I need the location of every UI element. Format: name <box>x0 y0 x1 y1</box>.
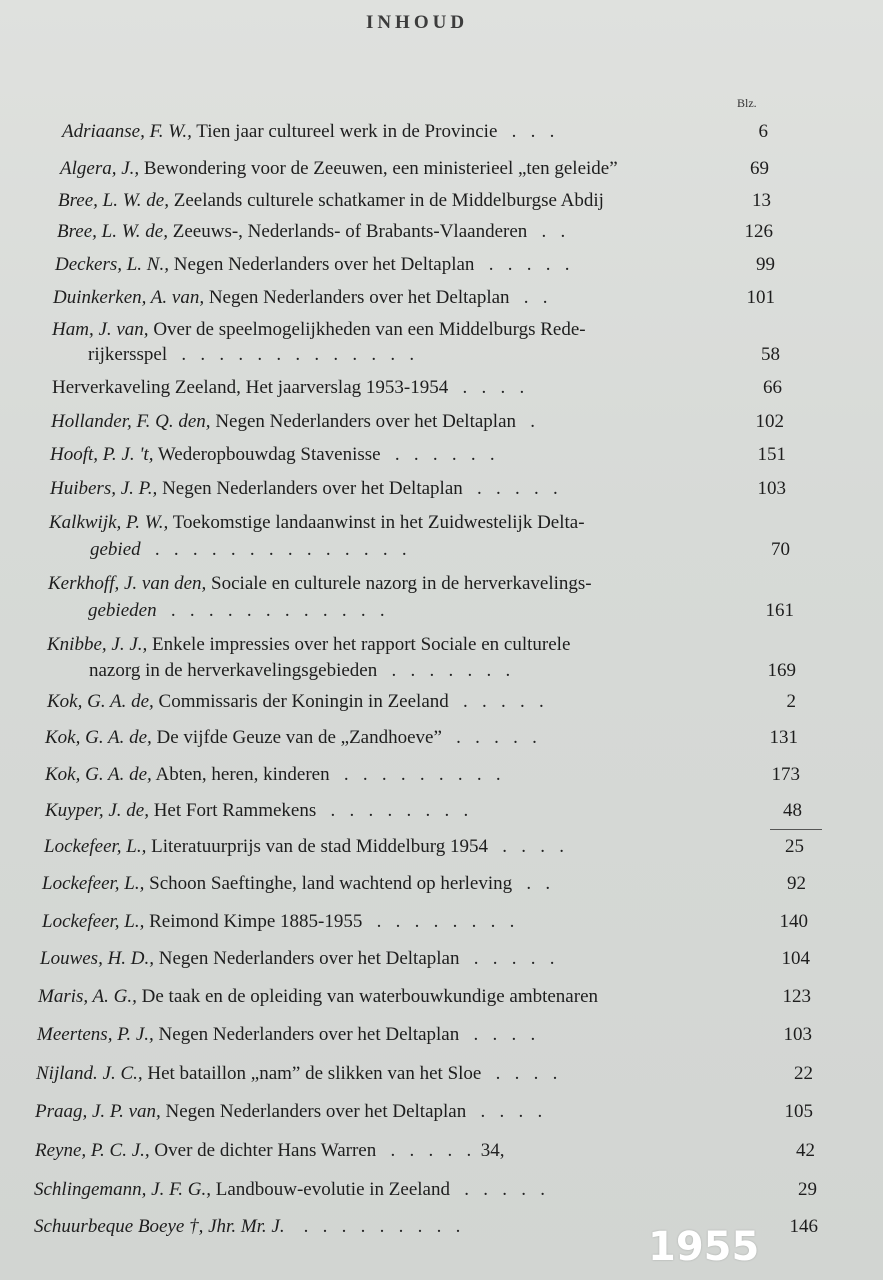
toc-entry-author: Lockefeer, L., <box>42 873 145 894</box>
toc-entry-title: Zeelands culturele schatkamer in de Middelburgse Abdij <box>173 190 604 211</box>
toc-entry-title: Over de speelmogelijkheden van een Middelburgs Rede- <box>153 319 586 340</box>
toc-entry-title: Bewondering voor de Zeeuwen, een ministerieel „ten geleide” <box>143 158 618 179</box>
leader-dots: . . . . . . . <box>377 660 511 681</box>
toc-entry-title: De taak en de opleiding van waterbouwkundige ambtenaren <box>141 986 599 1007</box>
toc-entry-title: Tien jaar cultureel werk in de Provincie <box>196 121 498 142</box>
leader-dots: . . . . . <box>462 478 558 499</box>
toc-entry-page: 126 <box>744 221 773 242</box>
toc-entry-title: Enkele impressies over het rapport Sociale en culturele <box>152 634 571 655</box>
toc-entry-title: Abten, heren, kinderen <box>155 764 330 785</box>
toc-entry <box>57 218 565 246</box>
toc-entry <box>47 688 544 716</box>
toc-entry-author: Kok, G. A. de, <box>47 691 154 712</box>
toc-entry-author: Kerkhoff, J. van den, <box>48 573 207 594</box>
toc-entry-page: 101 <box>746 287 775 308</box>
toc-entry-title: Negen Nederlanders over het Deltaplan <box>215 411 517 432</box>
toc-entry-page: 123 <box>782 986 811 1007</box>
toc-entry-author: Meertens, P. J., <box>37 1024 154 1045</box>
leader-dots: . . . . <box>459 1024 536 1045</box>
toc-entry <box>48 570 592 598</box>
toc-entry-page: 99 <box>756 254 775 275</box>
toc-entry-page: 29 <box>798 1179 817 1200</box>
leader-dots: . . . . . . . . . . . . <box>156 600 385 621</box>
toc-entry-title: Landbouw-evolutie in Zeeland <box>215 1179 450 1200</box>
toc-entry-page: 102 <box>755 411 784 432</box>
leader-dots: . . . . <box>481 1063 558 1084</box>
leader-dots: . . . . <box>448 377 525 398</box>
toc-entry <box>52 374 524 402</box>
toc-entry-page: 161 <box>765 600 794 621</box>
toc-entry-author: Deckers, L. N., <box>55 254 169 275</box>
toc-entry-author: Kuyper, J. de, <box>45 800 149 821</box>
toc-entry <box>37 1021 535 1049</box>
toc-entry-page: 42 <box>796 1140 815 1161</box>
leader-dots: . . <box>509 287 548 308</box>
toc-entry-author: Adriaanse, F. W., <box>62 121 192 142</box>
toc-entry-page: 58 <box>761 344 780 365</box>
toc-entry-title: Negen Nederlanders over het Deltaplan <box>208 287 510 308</box>
toc-entry-page: 103 <box>783 1024 812 1045</box>
toc-entry <box>44 833 564 861</box>
leader-dots: . . . . . . <box>380 444 495 465</box>
toc-entry <box>55 251 569 279</box>
toc-entry <box>45 761 501 789</box>
toc-entry-title: Het bataillon „nam” de slikken van het Sloe <box>147 1063 482 1084</box>
toc-entry <box>38 983 598 1011</box>
toc-entry <box>49 509 585 537</box>
toc-entry-author: Algera, J., <box>60 158 140 179</box>
leader-dots: . . <box>512 873 551 894</box>
leader-dots: . . . . . . . . <box>362 911 515 932</box>
toc-entry-title: Het Fort Rammekens <box>153 800 317 821</box>
leader-dots: . . . . . . . . <box>316 800 469 821</box>
toc-entry-title: Schoon Saeftinghe, land wachtend op herleving <box>149 873 513 894</box>
toc-entry-author: Duinkerken, A. van, <box>53 287 205 308</box>
toc-entry-title: Commissaris der Koningin in Zeeland <box>158 691 449 712</box>
toc-entry <box>50 441 495 469</box>
toc-entry-title: rijkersspel <box>88 344 168 365</box>
toc-entry <box>47 631 570 659</box>
toc-entry-page: 103 <box>757 478 786 499</box>
leader-dots: . . . . . . . . . . . . . . <box>140 539 407 560</box>
toc-entry-page: 66 <box>763 377 782 398</box>
leader-dots: . . . . . . . . . . . . . <box>167 344 415 365</box>
toc-entry <box>36 1060 557 1088</box>
toc-entry-title: gebieden <box>88 600 157 621</box>
toc-entry-author: Knibbe, J. J., <box>47 634 148 655</box>
toc-entry-title: Negen Nederlanders over het Deltaplan <box>158 1024 460 1045</box>
leader-dots: . . . . . <box>449 1179 545 1200</box>
toc-entry-author: Schuurbeque Boeye †, Jhr. Mr. J. <box>34 1216 285 1237</box>
toc-entry-title: Over de dichter Hans Warren <box>154 1140 377 1161</box>
toc-entry <box>52 316 586 344</box>
leader-dots: . . . . . . . . . <box>329 764 501 785</box>
toc-entry-author: Louwes, H. D., <box>40 948 155 969</box>
toc-entry-author: Bree, L. W. de, <box>57 221 168 242</box>
page-title: INHOUD <box>365 12 469 33</box>
toc-entry-title: Sociale en culturele nazorg in de herverkavelings- <box>211 573 592 594</box>
leader-dots: . . . . . <box>441 727 537 748</box>
toc-entry-page: 146 <box>789 1216 818 1237</box>
leader-dots: . . <box>527 221 566 242</box>
toc-entry-page: 70 <box>771 539 790 560</box>
toc-entry-title: De vijfde Geuze van de „Zandhoeve” <box>156 727 442 748</box>
toc-entry-author: Lockefeer, L., <box>44 836 147 857</box>
leader-dots: . . . . . <box>448 691 544 712</box>
year-badge: 1955 <box>648 1224 760 1270</box>
toc-entry-author: Lockefeer, L., <box>42 911 145 932</box>
toc-entry-page: 169 <box>767 660 796 681</box>
underline-rule <box>770 829 822 830</box>
toc-entry <box>45 797 468 825</box>
toc-entry <box>35 1137 504 1165</box>
toc-entry <box>40 945 554 973</box>
toc-entry-title: gebied <box>90 539 141 560</box>
leader-dots: . <box>516 411 536 432</box>
toc-entry-author: Huibers, J. P., <box>50 478 158 499</box>
toc-entry-title: Negen Nederlanders over het Deltaplan <box>158 948 460 969</box>
toc-entry-page: 25 <box>785 836 804 857</box>
toc-entry <box>53 284 548 312</box>
toc-entry-author: Bree, L. W. de, <box>58 190 169 211</box>
toc-entry-author: Schlingemann, J. F. G., <box>34 1179 211 1200</box>
toc-entry-author: Kalkwijk, P. W., <box>49 512 169 533</box>
toc-entry-author: Kok, G. A. de, <box>45 727 152 748</box>
toc-entry <box>34 1176 545 1204</box>
toc-entry-page: 151 <box>757 444 786 465</box>
toc-entry-page: 92 <box>787 873 806 894</box>
toc-entry-continuation <box>90 536 407 564</box>
toc-entry <box>50 475 558 503</box>
toc-entry-page: 173 <box>771 764 800 785</box>
toc-entry-title: Wederopbouwdag Stavenisse <box>157 444 381 465</box>
toc-entry <box>34 1213 460 1241</box>
toc-entry-author: Nijland. J. C., <box>36 1063 143 1084</box>
leader-dots: . . . <box>497 121 555 142</box>
toc-entry-title: Negen Nederlanders over het Deltaplan <box>165 1101 467 1122</box>
toc-entry-continuation <box>89 657 510 685</box>
toc-entry-title: Reimond Kimpe 1885-1955 <box>149 911 363 932</box>
toc-entry-title: Zeeuws-, Nederlands- of Brabants-Vlaanderen <box>172 221 528 242</box>
toc-entry-title: Toekomstige landaanwinst in het Zuidwestelijk Delta- <box>172 512 585 533</box>
toc-entry-title: Herverkaveling Zeeland, Het jaarverslag 1953-1954 <box>52 377 449 398</box>
toc-entry-page: 140 <box>779 911 808 932</box>
leader-dots: . . . . <box>466 1101 543 1122</box>
toc-entry <box>58 187 604 215</box>
toc-entry-page: 69 <box>750 158 769 179</box>
toc-entry-page: 2 <box>786 691 796 712</box>
toc-entry-author: Maris, A. G., <box>38 986 137 1007</box>
toc-entry <box>51 408 535 436</box>
toc-entry-page: 48 <box>783 800 802 821</box>
toc-entry-page: 6 <box>758 121 768 142</box>
toc-entry-author: Hollander, F. Q. den, <box>51 411 211 432</box>
toc-entry-continuation <box>88 597 385 625</box>
toc-entry-title: Negen Nederlanders over het Deltaplan <box>173 254 475 275</box>
leader-dots: . . . . . . . . . <box>289 1216 461 1237</box>
leader-dots: . . . . . <box>474 254 570 275</box>
page-column-label: Blz. <box>737 96 757 110</box>
toc-entry <box>45 724 537 752</box>
toc-entry-page: 131 <box>769 727 798 748</box>
leader-dots: . . . . . <box>459 948 555 969</box>
toc-entry <box>60 155 618 183</box>
toc-entry-author: Hooft, P. J. 't, <box>50 444 154 465</box>
toc-entry-author: Reyne, P. C. J., <box>35 1140 150 1161</box>
leader-dots: . . . . . 34, <box>376 1140 505 1161</box>
toc-entry-author: Praag, J. P. van, <box>35 1101 161 1122</box>
toc-entry-page: 105 <box>784 1101 813 1122</box>
toc-entry-continuation <box>88 341 414 369</box>
toc-entry <box>35 1098 542 1126</box>
toc-entry-title: Negen Nederlanders over het Deltaplan <box>162 478 463 499</box>
toc-entry-page: 104 <box>781 948 810 969</box>
toc-entry <box>62 118 554 146</box>
leader-dots: . . . . <box>487 836 564 857</box>
toc-entry-page: 22 <box>794 1063 813 1084</box>
toc-entry-page: 13 <box>752 190 771 211</box>
toc-entry-title: Literatuurprijs van de stad Middelburg 1954 <box>151 836 488 857</box>
toc-entry <box>42 870 550 898</box>
toc-entry-author: Ham, J. van, <box>52 319 149 340</box>
toc-entry-title: nazorg in de herverkavelingsgebieden <box>89 660 378 681</box>
toc-entry-author: Kok, G. A. de, <box>45 764 152 785</box>
toc-entry <box>42 908 514 936</box>
